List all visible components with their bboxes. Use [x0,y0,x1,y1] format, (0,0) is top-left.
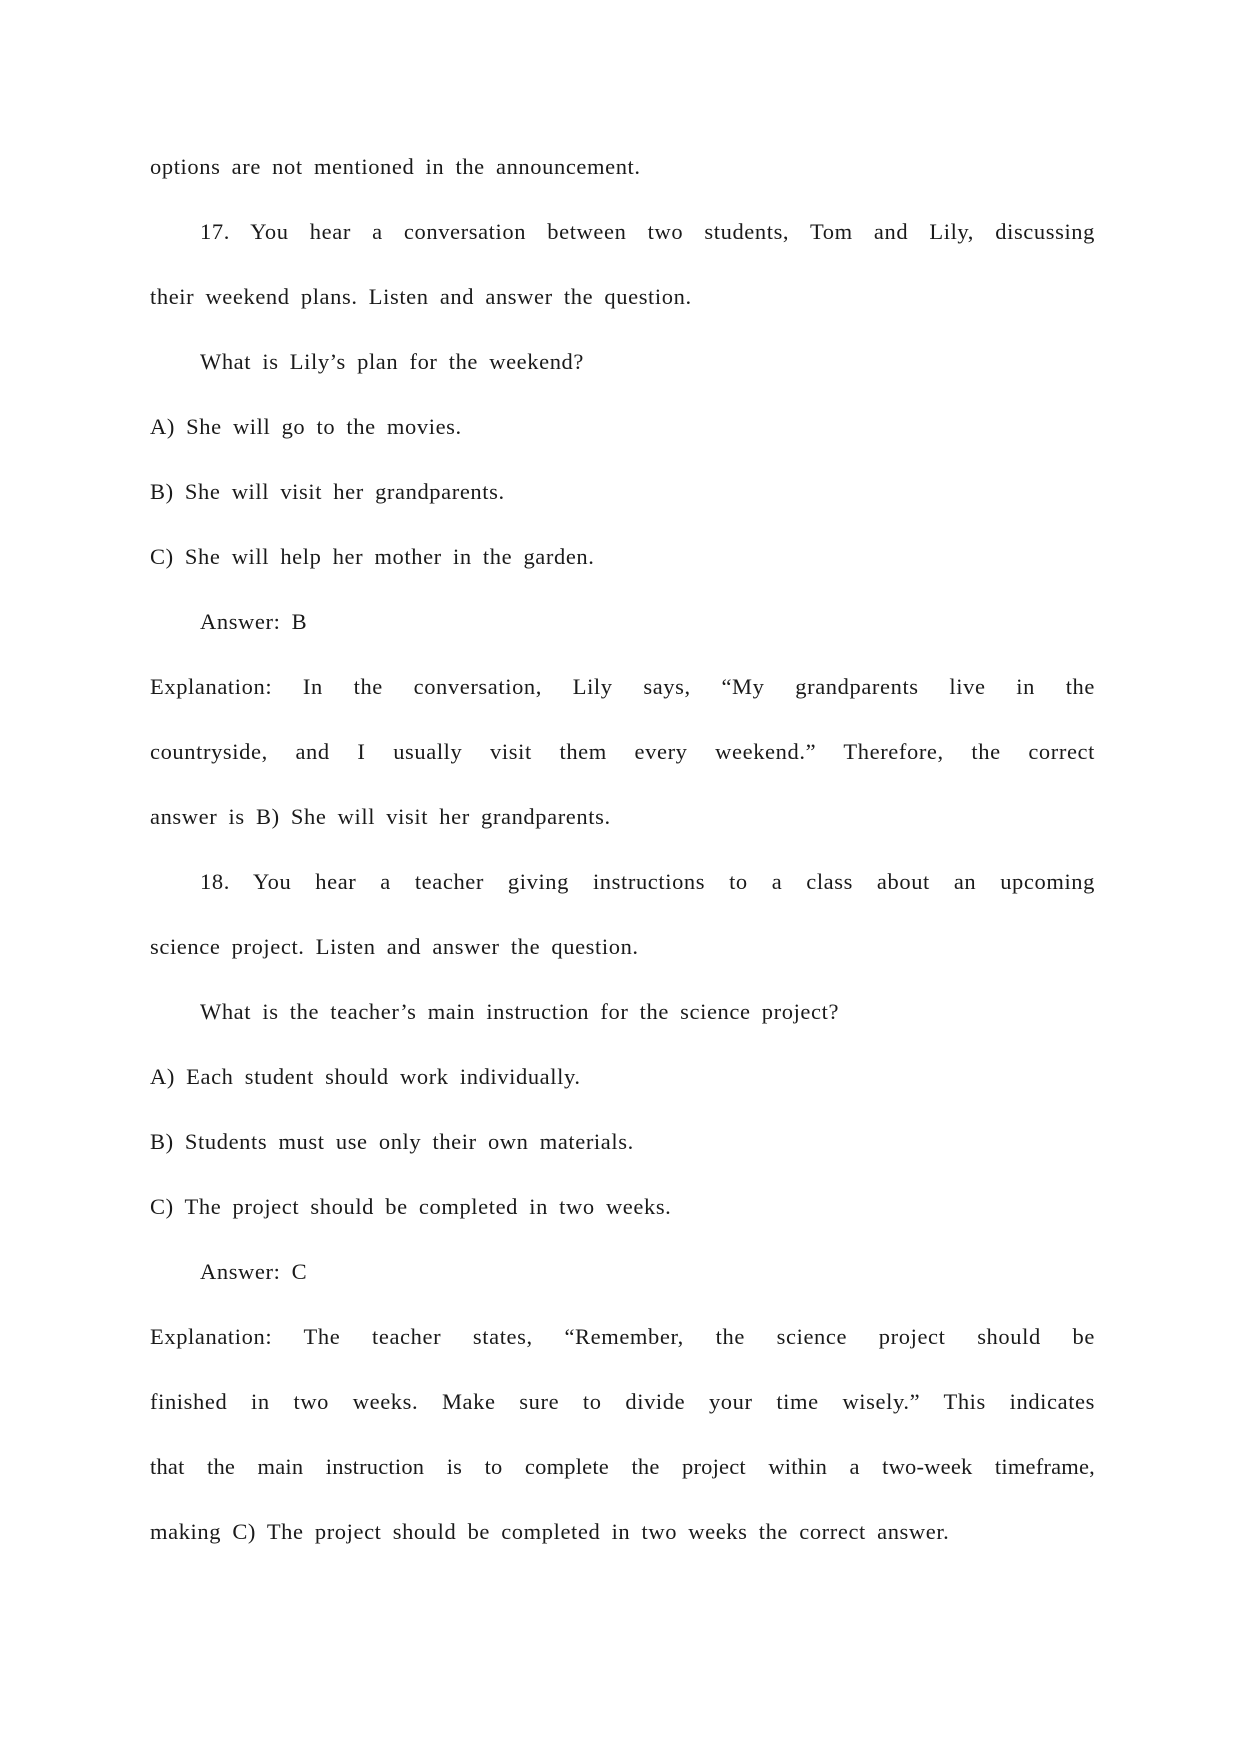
answer-line: Answer: C [200,1259,308,1284]
paragraph-line: science project. Listen and answer the question. [150,934,639,959]
option-c: C) She will help her mother in the garden. [150,544,595,569]
answer-line: Answer: B [200,609,308,634]
question-18-stem: 18. You hear a teacher giving instructions to a class about an upcoming [200,869,1095,894]
explanation-line: countryside, and I usually visit them every weekend.” Therefore, the correct [150,739,1095,764]
explanation-line: answer is B) She will visit her grandparents. [150,804,611,829]
explanation-line: Explanation: In the conversation, Lily says, “My grandparents live in the [150,674,1095,699]
option-b: B) She will visit her grandparents. [150,479,505,504]
paragraph-line: their weekend plans. Listen and answer the question. [150,284,692,309]
explanation-line: that the main instruction is to complete the project within a two-week timeframe, [150,1454,1095,1479]
question-17-prompt: What is Lily’s plan for the weekend? [200,349,584,374]
explanation-line: making C) The project should be completed in two weeks the correct answer. [150,1519,950,1544]
explanation-line: Explanation: The teacher states, “Remember, the science project should be [150,1324,1095,1349]
explanation-line: finished in two weeks. Make sure to divide your time wisely.” This indicates [150,1389,1095,1414]
option-b: B) Students must use only their own materials. [150,1129,634,1154]
option-a: A) She will go to the movies. [150,414,462,439]
option-a: A) Each student should work individually. [150,1064,581,1089]
question-18-prompt: What is the teacher’s main instruction for the science project? [200,999,840,1024]
option-c: C) The project should be completed in two weeks. [150,1194,672,1219]
question-17-stem: 17. You hear a conversation between two students, Tom and Lily, discussing [200,219,1095,244]
paragraph-line: options are not mentioned in the announcement. [150,154,641,179]
